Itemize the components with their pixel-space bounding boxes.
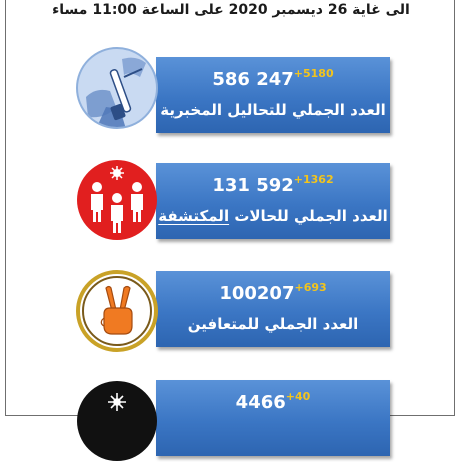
lab-tests-count-row: [156, 67, 390, 90]
detected-cases-card: [156, 163, 390, 239]
recovered-count: 100207: [219, 283, 295, 304]
detected-cases-count-row: [156, 173, 390, 196]
detected-cases-label: [156, 207, 390, 225]
lab-tests-count: 586 247: [212, 69, 294, 90]
detected-cases-increase: +1362: [293, 173, 334, 186]
lab-test-icon: [76, 47, 158, 129]
infected-people-icon: [76, 159, 158, 241]
detected-cases-label-underlined: المكتشفة: [158, 207, 230, 225]
lab-tests-card: [156, 57, 390, 133]
victory-hand-icon: [76, 270, 158, 352]
detected-cases-label-main: العدد الجملي للحالات: [229, 207, 388, 225]
deaths-increase: +40: [285, 390, 311, 403]
recovered-increase: +693: [294, 281, 327, 294]
recovered-count-row: [156, 281, 390, 304]
deaths-card: [156, 380, 390, 456]
lab-tests-label: العدد الجملي للتحاليل المخبرية: [160, 101, 386, 119]
virus-icon: [76, 380, 158, 462]
deaths-count: 4466: [235, 392, 286, 413]
date-header: الى غاية 26 ديسمبر 2020 على الساعة 11:00 مساء: [52, 2, 410, 18]
recovered-card: [156, 271, 390, 347]
detected-cases-count: 131 592: [212, 175, 294, 196]
lab-tests-increase: +5180: [293, 67, 334, 80]
recovered-label: العدد الجملي للمتعافين: [187, 315, 359, 333]
